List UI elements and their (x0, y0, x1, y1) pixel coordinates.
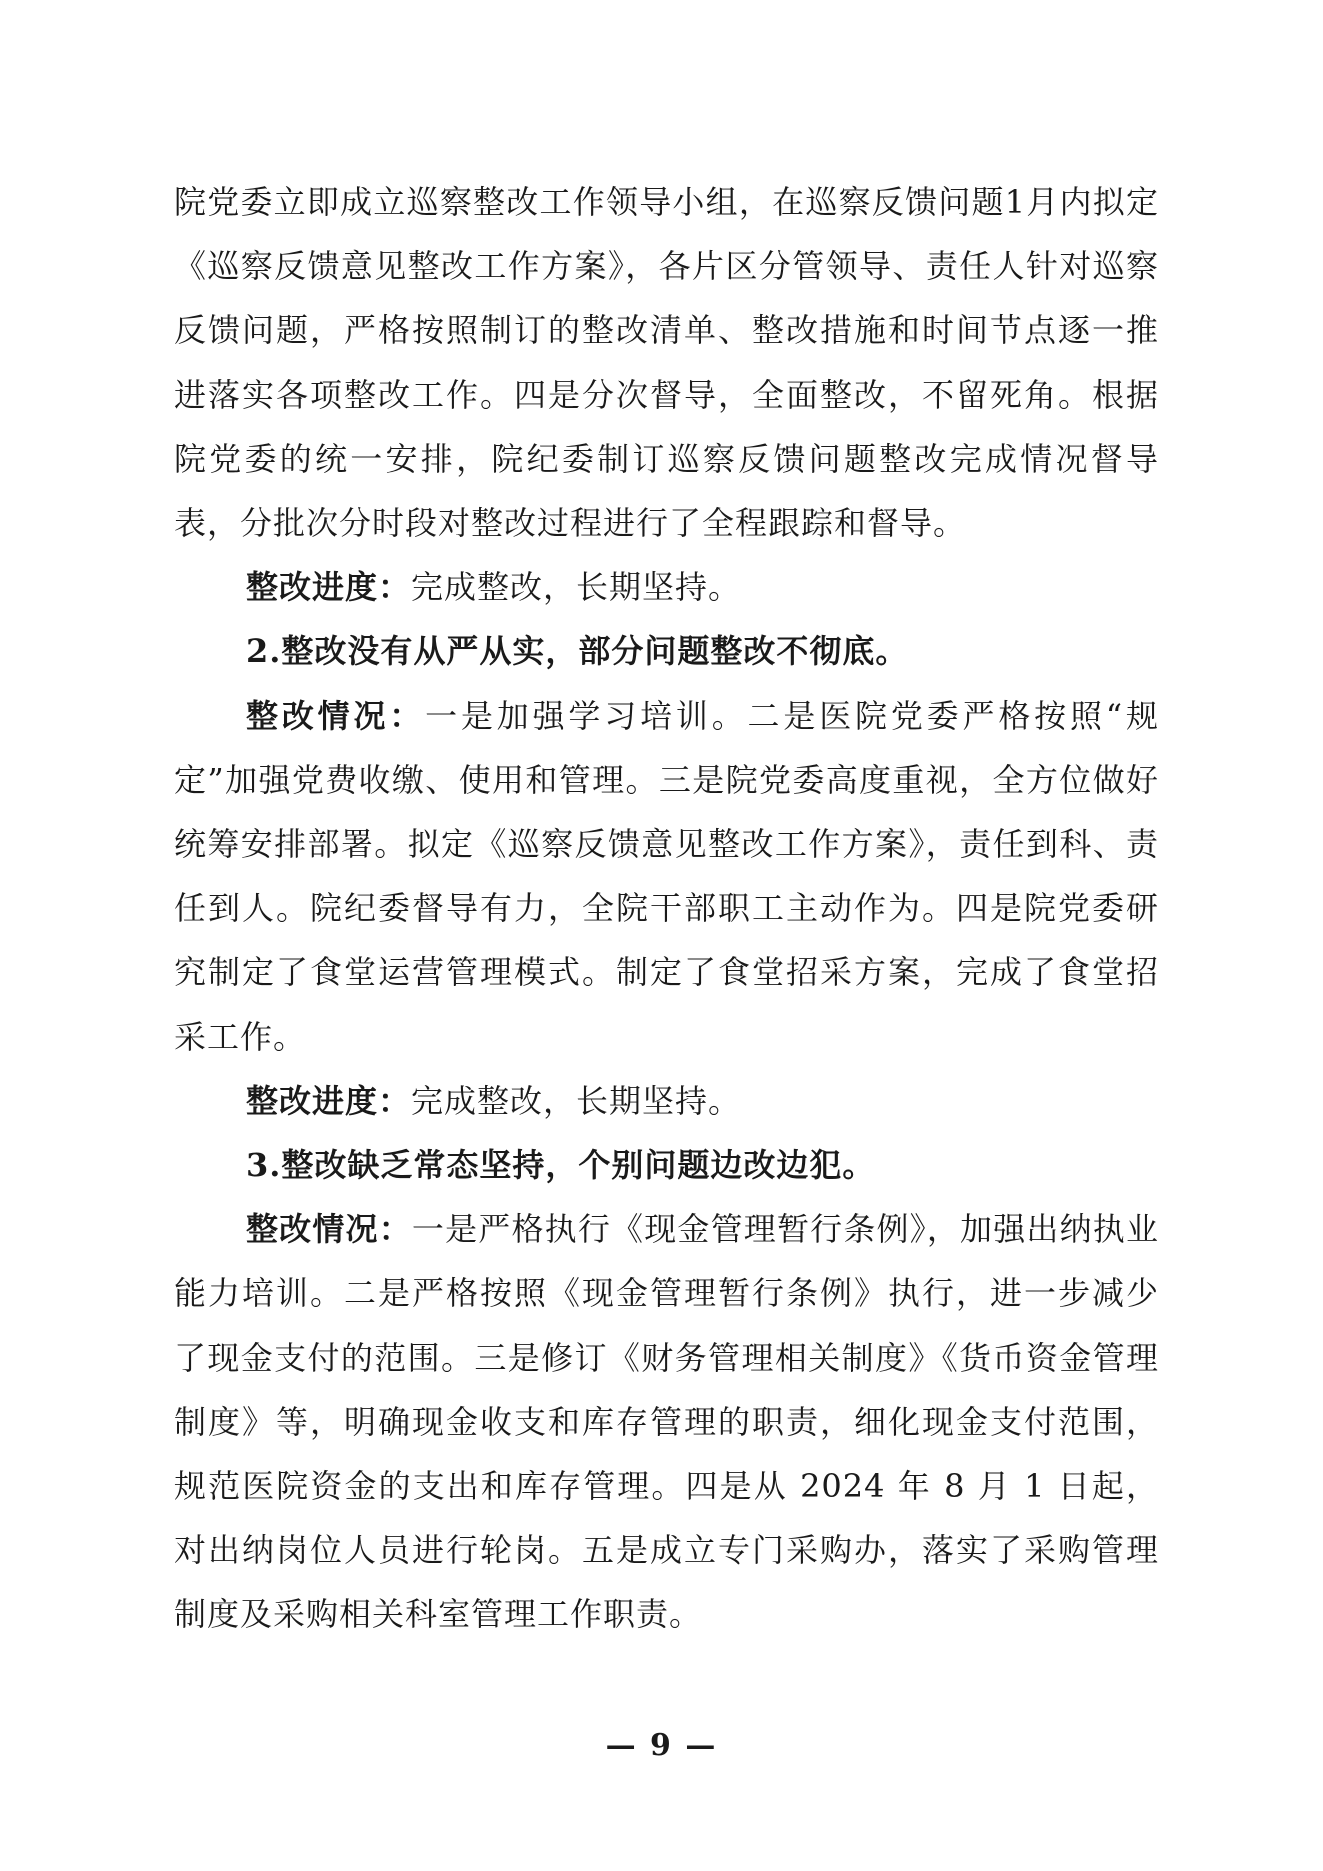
paragraph-text: 院党委立即成立巡察整改工作领导小组，在巡察反馈问题1月内拟定《巡察反馈意见整改工作方案》，各片区分管领导、责任人针对巡察反馈问题，严格按照制订的整改清单、整改措施和时间节点逐一推进落实各项整改工作。四是分次督导，全面整改，不留死角。根据院党委的统一安排，院纪委制订巡察反馈问题整改完成情况督导表，分批次分时段对整改过程进行了全程跟踪和督导。 (174, 183, 1159, 543)
progress-label: 整改进度： (246, 1081, 412, 1120)
heading-issue-3 (174, 1133, 1159, 1197)
paragraph-situation-2 (174, 684, 1159, 1069)
heading-issue-2 (174, 619, 1159, 683)
paragraph-rectification-continuation (174, 170, 1159, 555)
document-body (174, 170, 1159, 1647)
paragraph-situation-3 (174, 1197, 1159, 1646)
situation-label: 整改情况： (246, 1210, 412, 1249)
paragraph-progress-1 (174, 555, 1159, 619)
progress-text: 完成整改，长期坚持。 (411, 568, 742, 607)
heading-text: 2.整改没有从严从实，部分问题整改不彻底。 (246, 632, 909, 671)
situation-label: 整改情况： (246, 696, 426, 735)
situation-text: 一是加强学习培训。二是医院党委严格按照“规定”加强党费收缴、使用和管理。三是院党委高度重视，全方位做好统筹安排部署。拟定《巡察反馈意见整改工作方案》，责任到科、责任到人。院纪委督导有力，全院干部职工主动作为。四是院党委研究制定了食堂运营管理模式。制定了食堂招采方案，完成了食堂招采工作。 (174, 696, 1159, 1056)
situation-text: 一是严格执行《现金管理暂行条例》，加强出纳执业能力培训。二是严格按照《现金管理暂行条例》执行，进一步减少了现金支付的范围。三是修订《财务管理相关制度》《货币资金管理制度》等，明确现金收支和库存管理的职责，细化现金支付范围，规范医院资金的支出和库存管理。四是从 2024 年 8 月 1 日起，对出纳岗位人员进行轮岗。五是成立专门采购办，落实了采购管理制度及采购相关科室管理工作职责。 (174, 1210, 1159, 1634)
page-number: — 9 — (605, 1728, 718, 1763)
progress-text: 完成整改，长期坚持。 (411, 1081, 742, 1120)
progress-label: 整改进度： (246, 568, 412, 607)
paragraph-progress-2 (174, 1069, 1159, 1133)
heading-text: 3.整改缺乏常态坚持，个别问题边改边犯。 (246, 1146, 876, 1185)
